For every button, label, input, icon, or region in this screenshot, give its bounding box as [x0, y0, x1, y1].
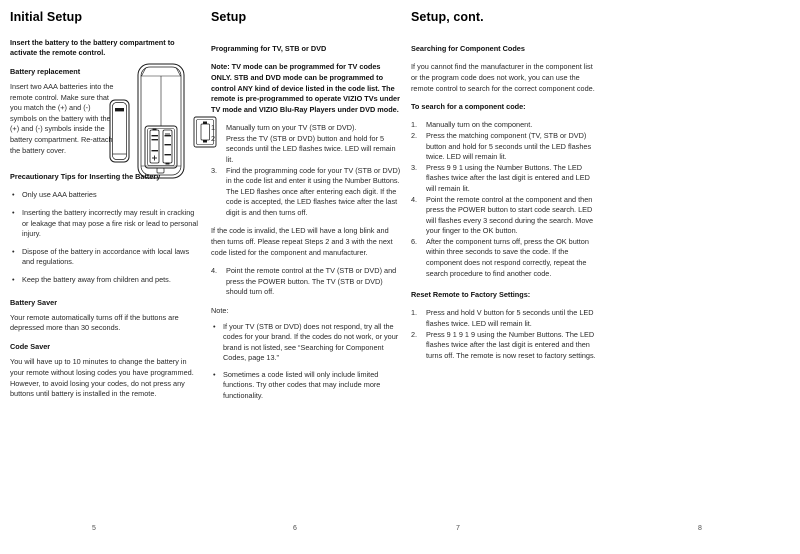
- column-setup: [211, 0, 401, 510]
- programming-steps-list: [211, 123, 401, 218]
- list-item: [411, 195, 601, 237]
- list-text: Manually turn on the component.: [426, 120, 533, 130]
- intro-instruction: Insert the battery to the battery compartment to activate the remote control.: [10, 38, 175, 58]
- reset-steps-list: [411, 308, 601, 361]
- list-text: Press the TV (STB or DVD) button and hold for 5 seconds until the LED flashes twice. LED will remain lit.: [226, 133, 396, 164]
- heading-precautionary-tips: Precautionary Tips for Inserting the Battery: [10, 172, 161, 182]
- list-item: [411, 131, 601, 163]
- list-item: • Sometimes a code listed will only include limited functions. Try other codes that may include more functionality.: [211, 370, 401, 402]
- column-initial-setup: [10, 0, 200, 510]
- search-steps-list: [411, 120, 601, 279]
- page-number-row: [0, 525, 800, 539]
- vizio-logo-text: [115, 108, 124, 111]
- battery-saver-text: Your remote automatically turns off if the buttons are depressed more than 30 seconds.: [10, 312, 179, 333]
- list-number: 2.: [411, 329, 418, 339]
- remote-control-battery-diagram: [108, 62, 220, 180]
- list-item: • If your TV (STB or DVD) does not respond, try all the codes for your brand. If the codes do not work, or your brand is not listed, see “Searching for Component Codes, page 13.”: [211, 322, 401, 364]
- list-number: 4.: [411, 194, 418, 204]
- list-item: [411, 237, 601, 279]
- list-item: [211, 123, 401, 134]
- list-text: After the component turns off, press the OK button within three seconds to save the code. If the component does not respond correctly, repeat the search procedure to find another code.: [426, 236, 589, 278]
- list-item: • Only use AAA batteries: [10, 190, 200, 201]
- list-item: • Keep the battery away from children and pets.: [10, 275, 200, 286]
- list-number: 3.: [211, 165, 218, 175]
- page-number: 6: [293, 525, 297, 532]
- page-title-setup-cont: Setup, cont.: [411, 10, 484, 24]
- heading-reset-remote: Reset Remote to Factory Settings:: [411, 290, 531, 300]
- list-text: Press and hold V button for 5 seconds until the LED flashes twice. LED will remain lit.: [426, 308, 594, 329]
- searching-body-text: If you cannot find the manufacturer in the component list or the program code does not work, you can use the remote control to search for the correct component code.: [411, 62, 595, 93]
- programming-note: Note: TV mode can be programmed for TV codes ONLY. STB and DVD mode can be programmed to control ANY kind of device listed in the code list. The remote is pre-programmed to operate VIZIO TVs under TV mode and VIZIO Blu-Ray Players under DVD mode.: [211, 62, 400, 114]
- heading-code-saver: Code Saver: [10, 342, 51, 352]
- list-number: 6.: [411, 236, 418, 246]
- list-item: [411, 120, 601, 131]
- list-number: 1.: [411, 308, 418, 318]
- precautionary-tips-list: [10, 190, 200, 285]
- list-number: 4.: [211, 266, 218, 276]
- list-item: [411, 308, 601, 329]
- list-number: 2.: [211, 133, 218, 143]
- list-item: [411, 163, 601, 195]
- list-text: Press 9 1 9 1 9 using the Number Buttons. The LED flashes twice after the last digit is entered and then turns off. The remote is now reset to factory settings.: [426, 329, 596, 360]
- programming-steps-list-continued: [211, 266, 401, 298]
- list-number: 3.: [411, 162, 418, 172]
- battery-replacement-text: Insert two AAA batteries into the remote control. Make sure that you match the (+) and (-) symbols on the battery with the (+) and (-) symbols inside the battery compartment. Re-attach the battery cover.: [10, 82, 114, 155]
- heading-searching-component-codes: Searching for Component Codes: [411, 44, 525, 53]
- code-saver-text: You will have up to 10 minutes to change the battery in your remote without losing codes you have programmed. However, to avoid losing your codes, do not press any buttons until battery is installed in the remote.: [10, 357, 194, 399]
- heading-battery-replacement: Battery replacement: [10, 66, 81, 76]
- note-label: Note:: [211, 305, 229, 315]
- column-setup-cont: [411, 0, 601, 510]
- heading-battery-saver: Battery Saver: [10, 297, 58, 307]
- list-text: Point the remote control at the component and then press the POWER button to start code search. LED will flashes every 3 second during the search. Move your finger to the OK button.: [426, 194, 594, 236]
- list-text: Press the matching component (TV, STB or DVD) button and hold for 5 seconds until the LED flashes twice. LED will remain lit.: [426, 131, 592, 162]
- list-item: • Dispose of the battery in accordance with local laws and regulations.: [10, 247, 200, 268]
- list-number: 2.: [411, 131, 418, 141]
- list-text: Manually turn on your TV (STB or DVD).: [226, 123, 357, 133]
- list-item: [211, 134, 401, 166]
- list-number: 1.: [411, 120, 418, 130]
- page-title-setup: Setup: [211, 10, 247, 24]
- list-item: [411, 330, 601, 362]
- list-text: Point the remote control at the TV (STB or DVD) and press the POWER button. The TV (STB or DVD) should turn off.: [226, 266, 397, 297]
- list-text: Find the programming code for your TV (STB or DVD) in the code list and enter it using the Number Buttons. The LED flashes once after entering each digit. If the code is accepted, the LED flashes twice after the last digit is and then turns off.: [226, 165, 401, 217]
- heading-to-search: To search for a component code:: [411, 102, 526, 112]
- list-item: [211, 266, 401, 298]
- page-number: 5: [92, 525, 96, 532]
- invalid-code-note: If the code is invalid, the LED will have a long blink and then turns off. Please repeat Steps 2 and 3 with the next code listed for the component and manufacturer.: [211, 226, 393, 257]
- page-number: 8: [698, 525, 702, 532]
- list-item: [211, 166, 401, 219]
- list-text: Press 9 9 1 using the Number Buttons. The LED flashes twice after the last digit is entered and LED will remain lit.: [426, 162, 590, 193]
- list-number: 1.: [211, 123, 218, 133]
- setup-note-bullets: [211, 322, 401, 402]
- heading-programming: Programming for TV, STB or DVD: [211, 44, 327, 53]
- page-number: 7: [456, 525, 460, 532]
- list-item: • Inserting the battery incorrectly may result in cracking or leakage that may pose a fire risk or lead to personal injury.: [10, 208, 200, 240]
- page-title-initial-setup: Initial Setup: [10, 10, 83, 24]
